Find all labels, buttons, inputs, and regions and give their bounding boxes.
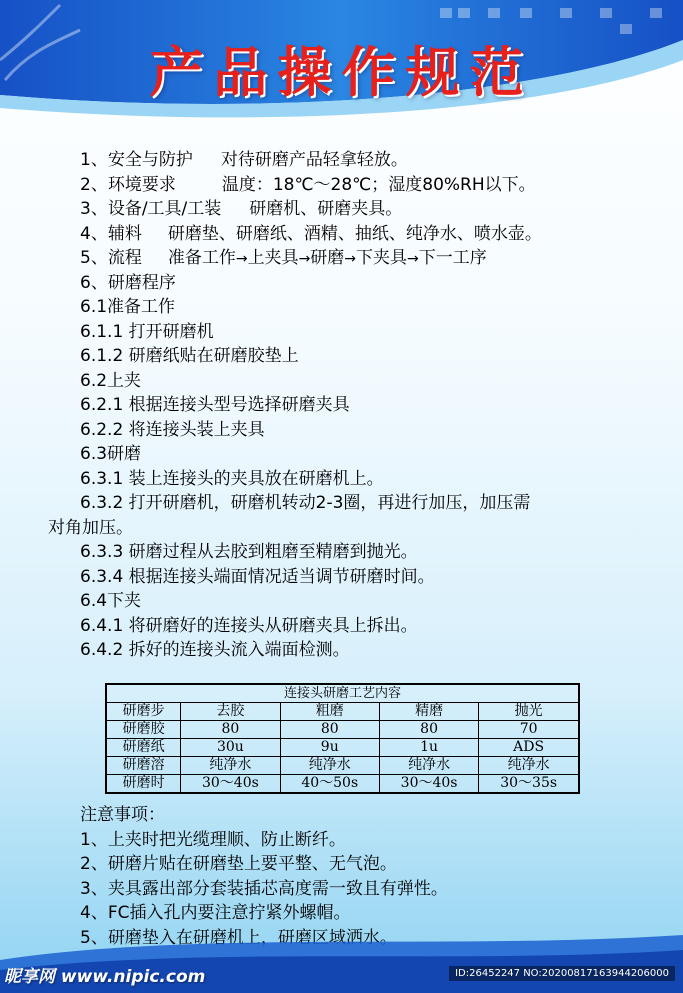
table-cell: 9u [280, 739, 379, 757]
table-cell: 纯净水 [479, 757, 579, 775]
table-row [106, 739, 579, 757]
procedure-line: 6.2.2 将连接头装上夹具 [80, 419, 265, 440]
notes-heading: 注意事项： [80, 805, 165, 825]
procedure-line: 6.1.2 研磨纸贴在研磨胶垫上 [80, 346, 299, 366]
procedure-line: 6.2.1 根据连接头型号选择研磨夹具 [80, 395, 350, 415]
table-header-row [106, 703, 579, 721]
table-cell: 30～40s [379, 775, 478, 794]
table-cell: 研磨胶 [106, 721, 181, 739]
watermark-id: ID:26452247 NO:20200817163944206000 [449, 966, 675, 981]
table-header-cell: 去胶 [181, 703, 280, 721]
table-row [106, 775, 579, 794]
table-row [106, 721, 579, 739]
note-item: 5、研磨垫入在研磨机上，研磨区域洒水。 [80, 927, 397, 948]
table-cell: 纯净水 [280, 757, 379, 775]
table-caption: 连接头研磨工艺内容 [106, 684, 579, 703]
section-1: 1、安全与防护 对待研磨产品轻拿轻放。 [80, 150, 408, 170]
table-cell: 70 [479, 721, 579, 739]
table-cell: 1u [379, 739, 478, 757]
note-item: 3、夹具露出部分套装插芯高度需一致且有弹性。 [80, 878, 448, 899]
table-cell: 纯净水 [379, 757, 478, 775]
table-header-cell: 精磨 [379, 703, 478, 721]
table-cell: 研磨时 [106, 775, 181, 794]
procedure-line: 6.1准备工作 [80, 297, 176, 317]
procedure-line: 6.3研磨 [80, 444, 142, 464]
table-header-cell: 粗磨 [280, 703, 379, 721]
table-cell: 30～35s [479, 775, 579, 794]
section-2: 2、环境要求 温度：18℃～28℃；湿度80%RH以下。 [80, 174, 536, 195]
section-5-flow: 5、流程 准备工作→上夹具→研磨→下夹具→下一工序 [80, 248, 487, 268]
note-item: 1、上夹时把光缆理顺、防止断纤。 [80, 829, 346, 850]
procedure-line: 6.1.1 打开研磨机 [80, 321, 214, 342]
procedure-line: 6.4.2 拆好的连接头流入端面检测。 [80, 640, 350, 660]
table-cell: 80 [379, 721, 478, 739]
note-item: 4、FC插入孔内要注意拧紧外螺帽。 [80, 903, 351, 923]
table-cell: 纯净水 [181, 757, 280, 775]
procedure-heading: 6、研磨程序 [80, 272, 176, 293]
watermark-site: 昵享网 www.nipic.com [4, 967, 206, 987]
page-title: 产品操作规范 [149, 40, 534, 104]
procedure-line: 6.3.1 装上连接头的夹具放在研磨机上。 [80, 468, 384, 489]
note-item: 2、研磨片贴在研磨垫上要平整、无气泡。 [80, 854, 397, 874]
table-header-cell: 研磨步 [106, 703, 181, 721]
table-cell: 80 [280, 721, 379, 739]
table-cell: 30～40s [181, 775, 280, 794]
procedure-wrap-end: 对角加压。 [48, 517, 133, 538]
table-cell: 80 [181, 721, 280, 739]
table-cell: 研磨纸 [106, 739, 181, 757]
process-table [105, 683, 580, 794]
table-cell: 研磨溶 [106, 757, 181, 775]
content-body [48, 148, 668, 663]
table-header-cell: 抛光 [479, 703, 579, 721]
procedure-line: 6.4.1 将研磨好的连接头从研磨夹具上拆出。 [80, 615, 418, 636]
procedure-wrap-start: 6.3.2 打开研磨机，研磨机转动2-3圈，再进行加压，加压需 [80, 493, 531, 513]
procedure-line: 6.2上夹 [80, 370, 142, 391]
notes-section [48, 803, 668, 950]
section-3: 3、设备/工具/工装 研磨机、研磨夹具。 [80, 199, 403, 219]
table-cell: ADS [479, 739, 579, 757]
table-row [106, 757, 579, 775]
procedure-line: 6.4下夹 [80, 591, 142, 611]
procedure-line: 6.3.3 研磨过程从去胶到粗磨至精磨到抛光。 [80, 542, 418, 562]
section-4: 4、辅料 研磨垫、研磨纸、酒精、抽纸、纯净水、喷水壶。 [80, 223, 542, 244]
procedure-line: 6.3.4 根据连接头端面情况适当调节研磨时间。 [80, 566, 435, 587]
table-cell: 30u [181, 739, 280, 757]
table-cell: 40～50s [280, 775, 379, 794]
